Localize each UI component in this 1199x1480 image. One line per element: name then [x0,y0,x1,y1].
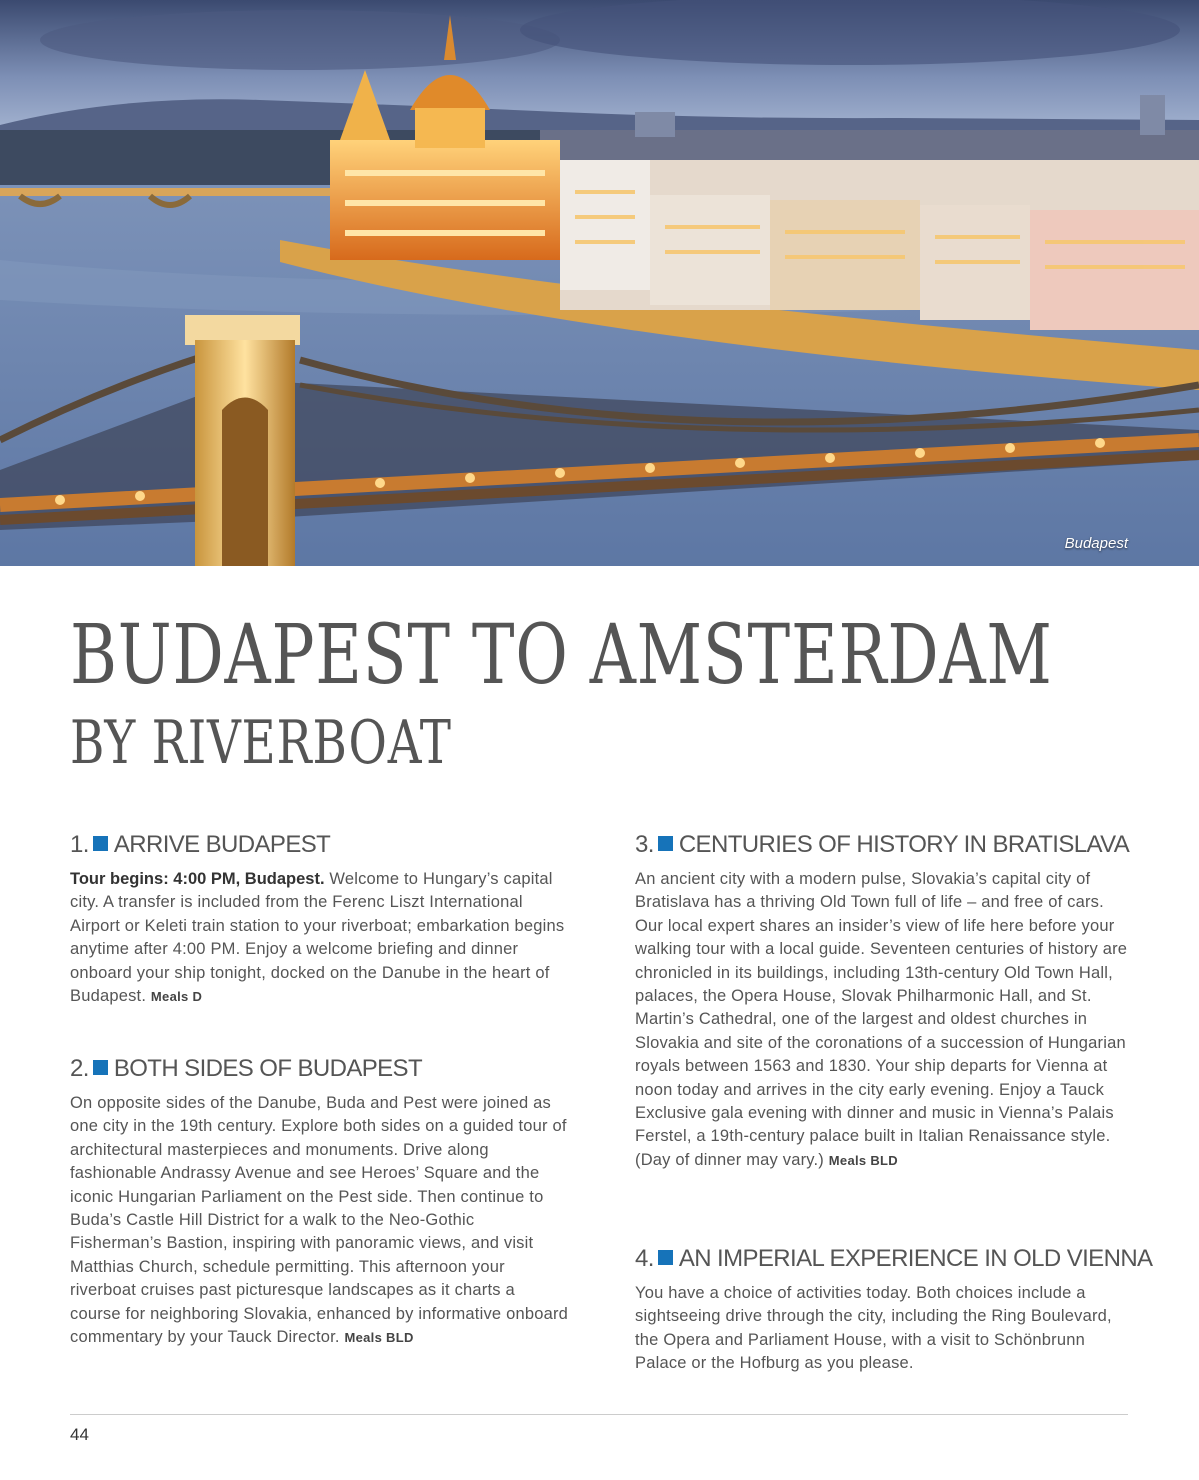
section-body [635,868,1135,1172]
section-heading-text: AN IMPERIAL EXPERIENCE IN OLD VIENNA [678,1245,1153,1272]
day-section-4 [635,1244,1153,1376]
section-heading-text: BOTH SIDES OF BUDAPEST [113,1055,423,1082]
blue-square-icon [93,836,108,851]
day-section-2 [70,1054,570,1349]
hero-photo [0,0,1199,566]
day-section-3 [635,830,1135,1172]
meals-label: Meals BLD [828,1152,898,1168]
section-heading [70,1054,570,1084]
section-number: 2. [70,1055,89,1082]
section-heading [635,1244,1153,1274]
blue-square-icon [93,1060,108,1075]
page-subtitle: BY RIVERBOAT [70,708,452,778]
section-heading [70,830,570,860]
page-title: BUDAPEST TO AMSTERDAM [70,608,1053,703]
section-lead: Tour begins: 4:00 PM, Budapest. [70,870,325,888]
section-text: You have a choice of activities today. Both choices include a sightseeing drive through the city, including the Ring Boulevard, the Opera and Parliament House, with a visit to Schönbrunn Palace or the Hofburg as you please. [635,1284,1112,1373]
section-number: 4. [635,1245,654,1272]
budapest-photo-illustration [0,0,1199,566]
page-number: 44 [70,1425,89,1444]
section-heading [635,830,1135,860]
photo-caption: Budapest [1064,535,1128,552]
footer-divider [70,1414,1128,1415]
section-number: 3. [635,831,654,858]
section-text: On opposite sides of the Danube, Buda and Pest were joined as one city in the 19th century. Explore both sides on a guided tour of architectural masterpieces and monuments. Drive along fashionable Andrassy Avenue and see Heroes’ Square and the iconic Hungarian Parliament on the Pest side. Then continue to Buda’s Castle Hill District for a walk to the Neo-Gothic Fisherman’s Bastion, inspiring with panoramic views, and visit Matthias Church, schedule permitting. This afternoon your riverboat cruises past picturesque landscapes as it charts a course for neighboring Slovakia, enhanced by informative onboard commentary by your Tauck Director. [70,1094,569,1347]
day-section-1 [70,830,570,1008]
blue-square-icon [658,836,673,851]
section-body [70,1092,570,1349]
blue-square-icon [658,1250,673,1265]
section-number: 1. [70,831,89,858]
meals-label: Meals D [150,989,203,1005]
section-heading-text: ARRIVE BUDAPEST [113,831,331,858]
section-text: Welcome to Hungary’s capital city. A transfer is included from the Ferenc Liszt International Airport or Keleti train station to your riverboat; embarkation begins anytime after 4:00 PM. Enjoy a welcome briefing and dinner onboard your ship tonight, docked on the Danube in the heart of Budapest. [70,870,565,1006]
section-heading-text: CENTURIES OF HISTORY IN BRATISLAVA [678,831,1130,858]
section-body [635,1282,1135,1376]
section-body [70,868,570,1008]
section-text: An ancient city with a modern pulse, Slovakia’s capital city of Bratislava has a thriving Old Town full of life – and free of cars. Our local expert shares an insider’s view of life here before your walking tour with a local guide. Seventeen centuries of history are chronicled in its buildings, including 13th-century Old Town Hall, palaces, the Opera House, Slovak Philharmonic Hall, and St. Martin’s Cathedral, one of the largest and oldest churches in Slovakia and site of the coronations of a succession of Hungarian royals between 1563 and 1830. Your ship departs for Vienna at noon today and arrives in the city early evening. Enjoy a Tauck Exclusive gala evening with dinner and music in Vienna’s Palais Ferstel, a 19th-century palace built in Italian Renaissance style. (Day of dinner may vary.) [635,870,1128,1169]
meals-label: Meals BLD [344,1330,414,1346]
